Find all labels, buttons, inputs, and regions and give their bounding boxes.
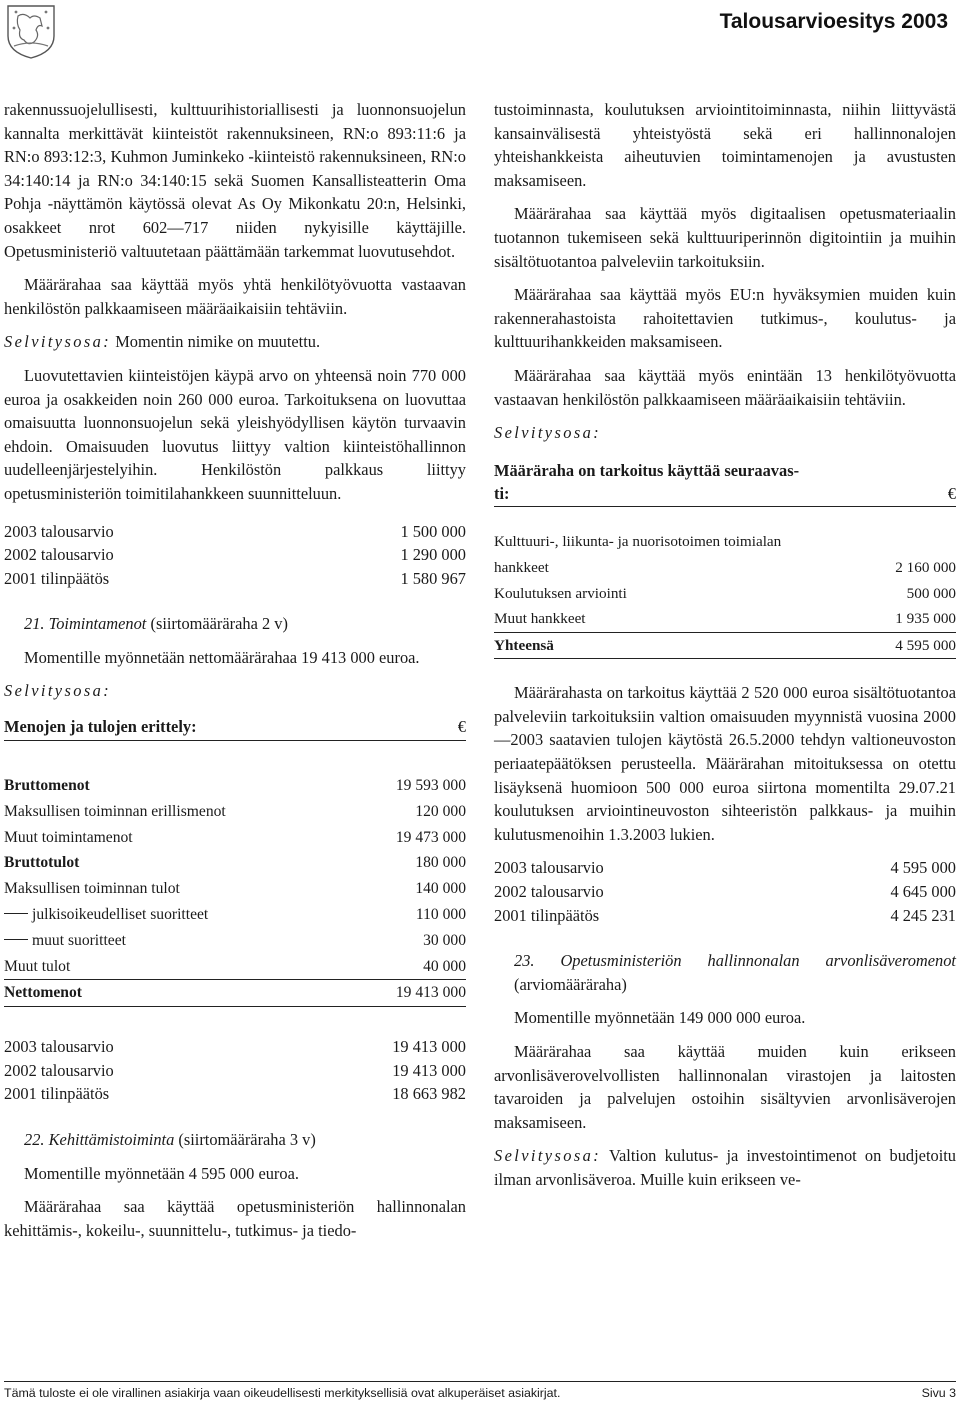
table-row: Bruttotulot 180 000 bbox=[4, 854, 466, 872]
allocation-table-header: Määräraha on tarkoitus käyttää seuraavas- bbox=[494, 460, 800, 480]
right-column bbox=[494, 98, 956, 1192]
table-row: Muut tulot 40 000 bbox=[4, 954, 466, 981]
selvitysosa-text: Momentin nimike on muutettu. bbox=[115, 332, 321, 352]
table-row-label: Kulttuuri-, liikunta- ja nuorisotoimen toimialan bbox=[494, 533, 782, 551]
footer-disclaimer: Tämä tuloste ei ole virallinen asiakirja vaan oikeudellisesti merkityksellisiä ovat alkuperäiset asiakirjat. bbox=[4, 1386, 561, 1400]
paragraph: Luovutettavien kiinteistöjen käypä arvo on yhteensä noin 770 000 euroa ja osakkeiden noin 260 000 euroa. Tarkoituksena on luovuttaa omaisuutta luonnonsuojelun sekä yleishyödyllisen käytön turvaavin ehdoin. Omaisuuden luovutus liittyy valtion kiinteistöhallinnon uudelleenjärjestelyihin. Henkilöstön palkkaus liittyy opetusministeriön toimitilahankkeen suunnitteluun. bbox=[4, 365, 466, 503]
left-column bbox=[4, 98, 466, 1242]
table-row: Muut toimintamenot 19 473 000 bbox=[4, 828, 466, 846]
budget-row: 2001 tilinpäätös 4 245 231 bbox=[494, 905, 956, 925]
paragraph: Määrärahaa saa käyttää muiden kuin erikseen arvonlisäverovelvollisten hallinnonalan virastojen ja laitosten tavaroiden ja palvelujen ostoihin sisältyvien arvonlisäverojen maksamiseen. bbox=[494, 1042, 956, 1132]
table-row: Muut hankkeet 1 935 000 bbox=[494, 606, 956, 633]
paragraph: Määrärahaa saa käyttää opetusministeriön hallinnonalan kehittämis-, kokeilu-, suunnittelu-, tutkimus- ja tiedo- bbox=[4, 1197, 466, 1240]
paragraph: Momentille myönnetään 4 595 000 euroa. bbox=[24, 1163, 299, 1183]
selvitysosa-text: Valtion kulutus- ja investointimenot on budjetoitu ilman arvonlisäveroa. Muille kuin erikseen ve- bbox=[494, 1146, 956, 1189]
paragraph: rakennussuojelullisesti, kulttuurihistoriallisesti ja luonnonsuojelun kannalta merkittävät kiinteistöt rakennuksineen, RN:o 893:11:6 ja RN:o 893:12:3, Kuhmon Juminkeko -kiinteistö rakennuksineen, RN:o 34:140:14 ja RN:o 34:140:15 sekä Suomen Kansallisteatterin Oma Pohja -näyttämön käytössä olevat As Oy Mikonkatu 20:n, Helsinki, osakkeet nrot 602—717 niiden nykyisille käyttäjille. Opetusministeriö valtuutetaan päättämään tarkemmat luovutusehdot. bbox=[4, 100, 466, 261]
selvitysosa-label: Selvitysosa: bbox=[494, 423, 602, 443]
section-heading-21: 21. Toimintamenot (siirtomääräraha 2 v) bbox=[24, 614, 288, 634]
table-row: julkisoikeudelliset suoritteet 110 000 bbox=[4, 902, 466, 928]
budget-row: 2003 talousarvio 1 500 000 bbox=[4, 521, 466, 541]
paragraph: tustoiminnasta, koulutuksen arviointitoiminnasta, niihin liittyvästä kansainvälisestä yhteistyöstä sekä eri hallinnonalojen yhteishankkeista aiheutuvien toimintamenojen ja avustusten maksamiseen. bbox=[494, 100, 956, 190]
paragraph: Määrärahasta on tarkoitus käyttää 2 520 000 euroa sisältötuotantoa palveleviin tarkoituksiin valtion omaisuuden myynnistä vuosina 2000—2003 saatavien tulojen käytöstä 26.5.2000 tehdyn valtioneuvoston periaatepäätöksen perusteella. Määrärahan mitoituksessa on otettu lisäyksenä huomioon 500 000 euroa siirtona momentilta 29.07.21 koulutuksen arviointineuvoston sihteeristön palkkaus- ja muihin kulutusmenoihin 1.3.2003 lukien. bbox=[494, 683, 956, 844]
footer bbox=[4, 1384, 956, 1402]
budget-table bbox=[4, 520, 466, 591]
selvitysosa-label: Selvitysosa: bbox=[4, 681, 112, 701]
table-row: Maksullisen toiminnan erillismenot 120 000 bbox=[4, 802, 466, 820]
footer-divider bbox=[4, 1381, 956, 1382]
budget-row: 2002 talousarvio 4 645 000 bbox=[494, 882, 956, 902]
paragraph: Momentille myönnetään 149 000 000 euroa. bbox=[514, 1008, 806, 1028]
budget-row: 2003 talousarvio 4 595 000 bbox=[494, 858, 956, 878]
expense-table bbox=[4, 713, 466, 1007]
selvitysosa-label: Selvitysosa: bbox=[494, 1146, 602, 1166]
table-row: muut suoritteet 30 000 bbox=[4, 928, 466, 954]
budget-row: 2001 tilinpäätös 18 663 982 bbox=[4, 1084, 466, 1104]
paragraph: Määrärahaa saa käyttää myös EU:n hyväksymien muiden kuin rakennerahastoista rahoitettavien tutkimus-, koulutus- ja kulttuurihankkeiden maksamiseen. bbox=[494, 285, 956, 352]
budget-table bbox=[4, 1035, 466, 1106]
table-row-total: Nettomenot 19 413 000 bbox=[4, 980, 466, 1007]
coat-of-arms-logo bbox=[4, 2, 58, 60]
paragraph: Momentille myönnetään nettomäärärahaa 19 413 000 euroa. bbox=[24, 647, 420, 667]
page-title: Talousarvioesitys 2003 bbox=[719, 10, 948, 33]
selvitysosa-paragraph bbox=[4, 679, 466, 703]
table-row: Maksullisen toiminnan tulot 140 000 bbox=[4, 880, 466, 898]
budget-row: 2003 talousarvio 19 413 000 bbox=[4, 1037, 466, 1057]
section-heading-22: 22. Kehittämistoiminta (siirtomääräraha 3 v) bbox=[24, 1130, 316, 1150]
paragraph: Määrärahaa saa käyttää myös enintään 13 henkilötyövuotta vastaavan henkilöstön palkkaamiseen määräaikaisiin tehtäviin. bbox=[494, 365, 956, 409]
section-heading-23: 23. Opetusministeriön hallinnonalan arvonlisäveromenot (arviomääräraha) bbox=[514, 951, 956, 994]
expense-table-header: Menojen ja tulojen erittely: € bbox=[4, 713, 466, 741]
budget-row: 2002 talousarvio 19 413 000 bbox=[4, 1060, 466, 1080]
allocation-table-header: ti: € bbox=[494, 482, 956, 507]
page-number: Sivu 3 bbox=[921, 1386, 956, 1400]
paragraph: Määrärahaa saa käyttää myös yhtä henkilötyövuotta vastaavan henkilöstön palkkaamiseen määräaikaisiin tehtäviin. bbox=[4, 275, 466, 318]
table-row-total: Yhteensä 4 595 000 bbox=[494, 633, 956, 660]
budget-row: 2002 talousarvio 1 290 000 bbox=[4, 545, 466, 565]
selvitysosa-paragraph bbox=[494, 421, 956, 445]
table-row: Bruttomenot 19 593 000 bbox=[4, 777, 466, 795]
selvitysosa-label: Selvitysosa: bbox=[4, 332, 112, 352]
allocation-table bbox=[494, 459, 956, 660]
paragraph: Määrärahaa saa käyttää myös digitaalisen opetusmateriaalin tuotannon tukemiseen sekä kulttuuriperinnön digitointiin ja muihin sisältötuotantoa palveleviin tarkoituksiin. bbox=[494, 204, 956, 271]
table-row: hankkeet 2 160 000 bbox=[494, 558, 956, 576]
budget-row: 2001 tilinpäätös 1 580 967 bbox=[4, 568, 466, 588]
table-row: Koulutuksen arviointi 500 000 bbox=[494, 584, 956, 602]
selvitysosa-paragraph bbox=[494, 1144, 956, 1191]
budget-table bbox=[494, 856, 956, 927]
selvitysosa-paragraph bbox=[4, 330, 466, 354]
